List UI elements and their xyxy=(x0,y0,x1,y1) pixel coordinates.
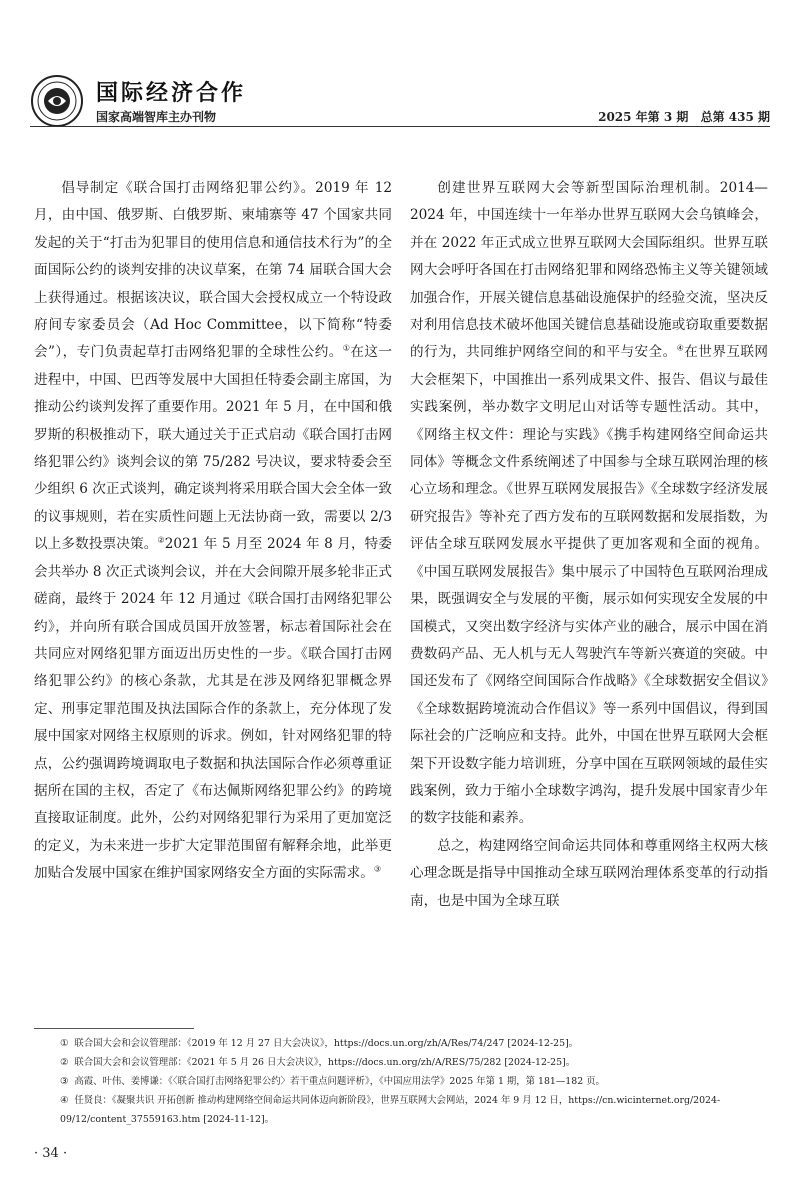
page-header xyxy=(30,62,770,122)
left-column xyxy=(34,175,392,888)
issue-info xyxy=(598,108,770,125)
footnote-2 xyxy=(34,1053,768,1072)
footnote-1 xyxy=(34,1034,768,1053)
issue-number: 2025 年第 3 期 xyxy=(598,110,689,124)
journal-subtitle: 国家高端智库主办刊物 xyxy=(96,110,217,124)
footnotes xyxy=(34,1034,768,1129)
footnote-ref-4[interactable]: ④ xyxy=(676,343,685,353)
right-paragraph-1-text-2: 在世界互联网大会框架下，中国推出一系列成果文件、报告、倡议与最佳实践案例，举办数字文明尼山对话等专题性活动。其中，《网络主权文件：理论与实践》《携手构建网络空间命运共同体》等概念文件系统阐述了中国参与全球互联网治理的核心立场和理念。《世界互联网发展报告》《全球数字经济发展研究报告》等补充了西方发布的互联网数据和发展指数，为评估全球互联网发展水平提供了更加客观和全面的视角。《中国互联网发展报告》集中展示了中国特色互联网治理成果，既强调安全与发展的平衡，展示如何实现安全发展的中国模式，又突出数字经济与实体产业的融合，展示中国在消费数码产品、无人机与无人驾驶汽车等新兴赛道的突破。中国还发布了《网络空间国际合作战略》《全球数据安全倡议》《全球数据跨境流动合作倡议》等一系列中国倡议，得到国际社会的广泛响应和支持。此外，中国在世界互联网大会框架下开设数字能力培训班，分享中国在互联网领域的最佳实践案例，致力于缩小全球数字鸿沟，提升发展中国家青少年的数字技能和素养。 xyxy=(410,344,769,827)
left-paragraph-text-2: 在这一进程中，中国、巴西等发展中大国担任特委会副主席国，为推动公约谈判发挥了重要作用。2021 年 5 月，在中国和俄罗斯的积极推动下，联大通过关于正式启动《联合国打击网络犯罪公约》谈判会议的第 75/282 号决议，要求特委会至少组织 6 次正式谈判，确定谈判将采用联合国大会全体一致的议事规则，若在实质性问题上无法协商一致，需要以 2/3 以上多数投票决策。 xyxy=(34,344,393,553)
left-paragraph-text-1: 倡导制定《联合国打击网络犯罪公约》。2019 年 12 月，由中国、俄罗斯、白俄罗斯、柬埔寨等 47 个国家共同发起的关于“打击为犯罪目的使用信息和通信技术行为”的全面国际公约的谈判安排的决议草案，在第 74 届联合国大会上获得通过。根据该决议，联合国大会授权成立一个特设政府间专家委员会（Ad Hoc Committee，以下简称“特委会”），专门负责起草打击网络犯罪的全球性公约。 xyxy=(34,180,392,361)
footnote-mark: ③ xyxy=(60,1076,69,1087)
footnote-mark: ② xyxy=(60,1057,69,1068)
footnote-3 xyxy=(34,1072,768,1091)
footnote-divider xyxy=(34,1028,194,1029)
footnote-ref-2[interactable]: ② xyxy=(157,535,165,545)
journal-title: 国际经济合作 xyxy=(96,80,247,106)
right-paragraph-1-text-1: 创建世界互联网大会等新型国际治理机制。2014—2024 年，中国连续十一年举办世界互联网大会乌镇峰会，并在 2022 年正式成立世界互联网大会国际组织。世界互联网大会呼吁各国在打击网络犯罪和网络恐怖主义等关键领域加强合作，开展关键信息基础设施保护的经验交流，坚决反对利用信息技术破坏他国关键信息基础设施或窃取重要数据的行为，共同维护网络空间的和平与安全。 xyxy=(410,180,768,361)
left-paragraph xyxy=(34,175,392,888)
right-paragraph-2: 总之，构建网络空间命运共同体和尊重网络主权两大核心理念既是指导中国推动全球互联网治理体系变革的行动指南，也是中国为全球互联 xyxy=(410,837,768,909)
total-issue-number: 总第 435 期 xyxy=(700,110,770,124)
footnote-ref-1[interactable]: ① xyxy=(342,343,351,353)
footnote-text: 联合国大会和会议管理部：《2021 年 5 月 26 日大会决议》，https://docs.un.org/zh/A/RES/75/282 [2024-12-25]。 xyxy=(74,1057,576,1068)
page-number: · 34 · xyxy=(34,1146,68,1161)
footnote-mark: ① xyxy=(60,1038,69,1049)
journal-logo-icon xyxy=(30,74,84,128)
left-paragraph-text-3: 2021 年 5 月至 2024 年 8 月，特委会共举办 8 次正式谈判会议，并在大会间隙开展多轮非正式磋商，最终于 2024 年 12 月通过《联合国打击网络犯罪公约》，并向所有联合国成员国开放签署，标志着国际社会在共同应对网络犯罪方面迈出历史性的一步。《联合国打击网络犯罪公约》的核心条款，尤其是在涉及网络犯罪概念界定、刑事定罪范围及执法国际合作的条款上，充分体现了发展中国家对网络主权原则的诉求。例如，针对网络犯罪的特点，公约强调跨境调取电子数据和执法国际合作必须尊重证据所在国的主权，否定了《布达佩斯网络犯罪公约》的跨境直接取证制度。此外，公约对网络犯罪行为采用了更加宽泛的定义，为未来进一步扩大定罪范围留有解释余地，此举更加贴合发展中国家在维护国家网络安全方面的实际需求。 xyxy=(34,536,392,882)
footnote-text: 任贤良：《凝聚共识 开拓创新 推动构建网络空间命运共同体迈向新阶段》，世界互联网大会网站，2024 年 9 月 12 日，https://cn.wicinternet.org/2024-09/12/content_37559163.htm [2024-11-12]。 xyxy=(60,1095,721,1125)
right-paragraph-1 xyxy=(410,175,768,833)
footnote-mark: ④ xyxy=(60,1095,69,1106)
footnote-text: 高霞、叶伟、姜博谦：《〈联合国打击网络犯罪公约〉若干重点问题评析》，《中国应用法学》2025 年第 1 期，第 181—182 页。 xyxy=(74,1076,605,1087)
footnote-text: 联合国大会和会议管理部：《2019 年 12 月 27 日大会决议》，https://docs.un.org/zh/A/Res/74/247 [2024-12-25]。 xyxy=(74,1038,579,1049)
header-divider xyxy=(30,126,770,127)
footnote-4 xyxy=(34,1091,768,1129)
footnote-ref-3[interactable]: ③ xyxy=(373,864,382,874)
right-column xyxy=(410,175,768,915)
